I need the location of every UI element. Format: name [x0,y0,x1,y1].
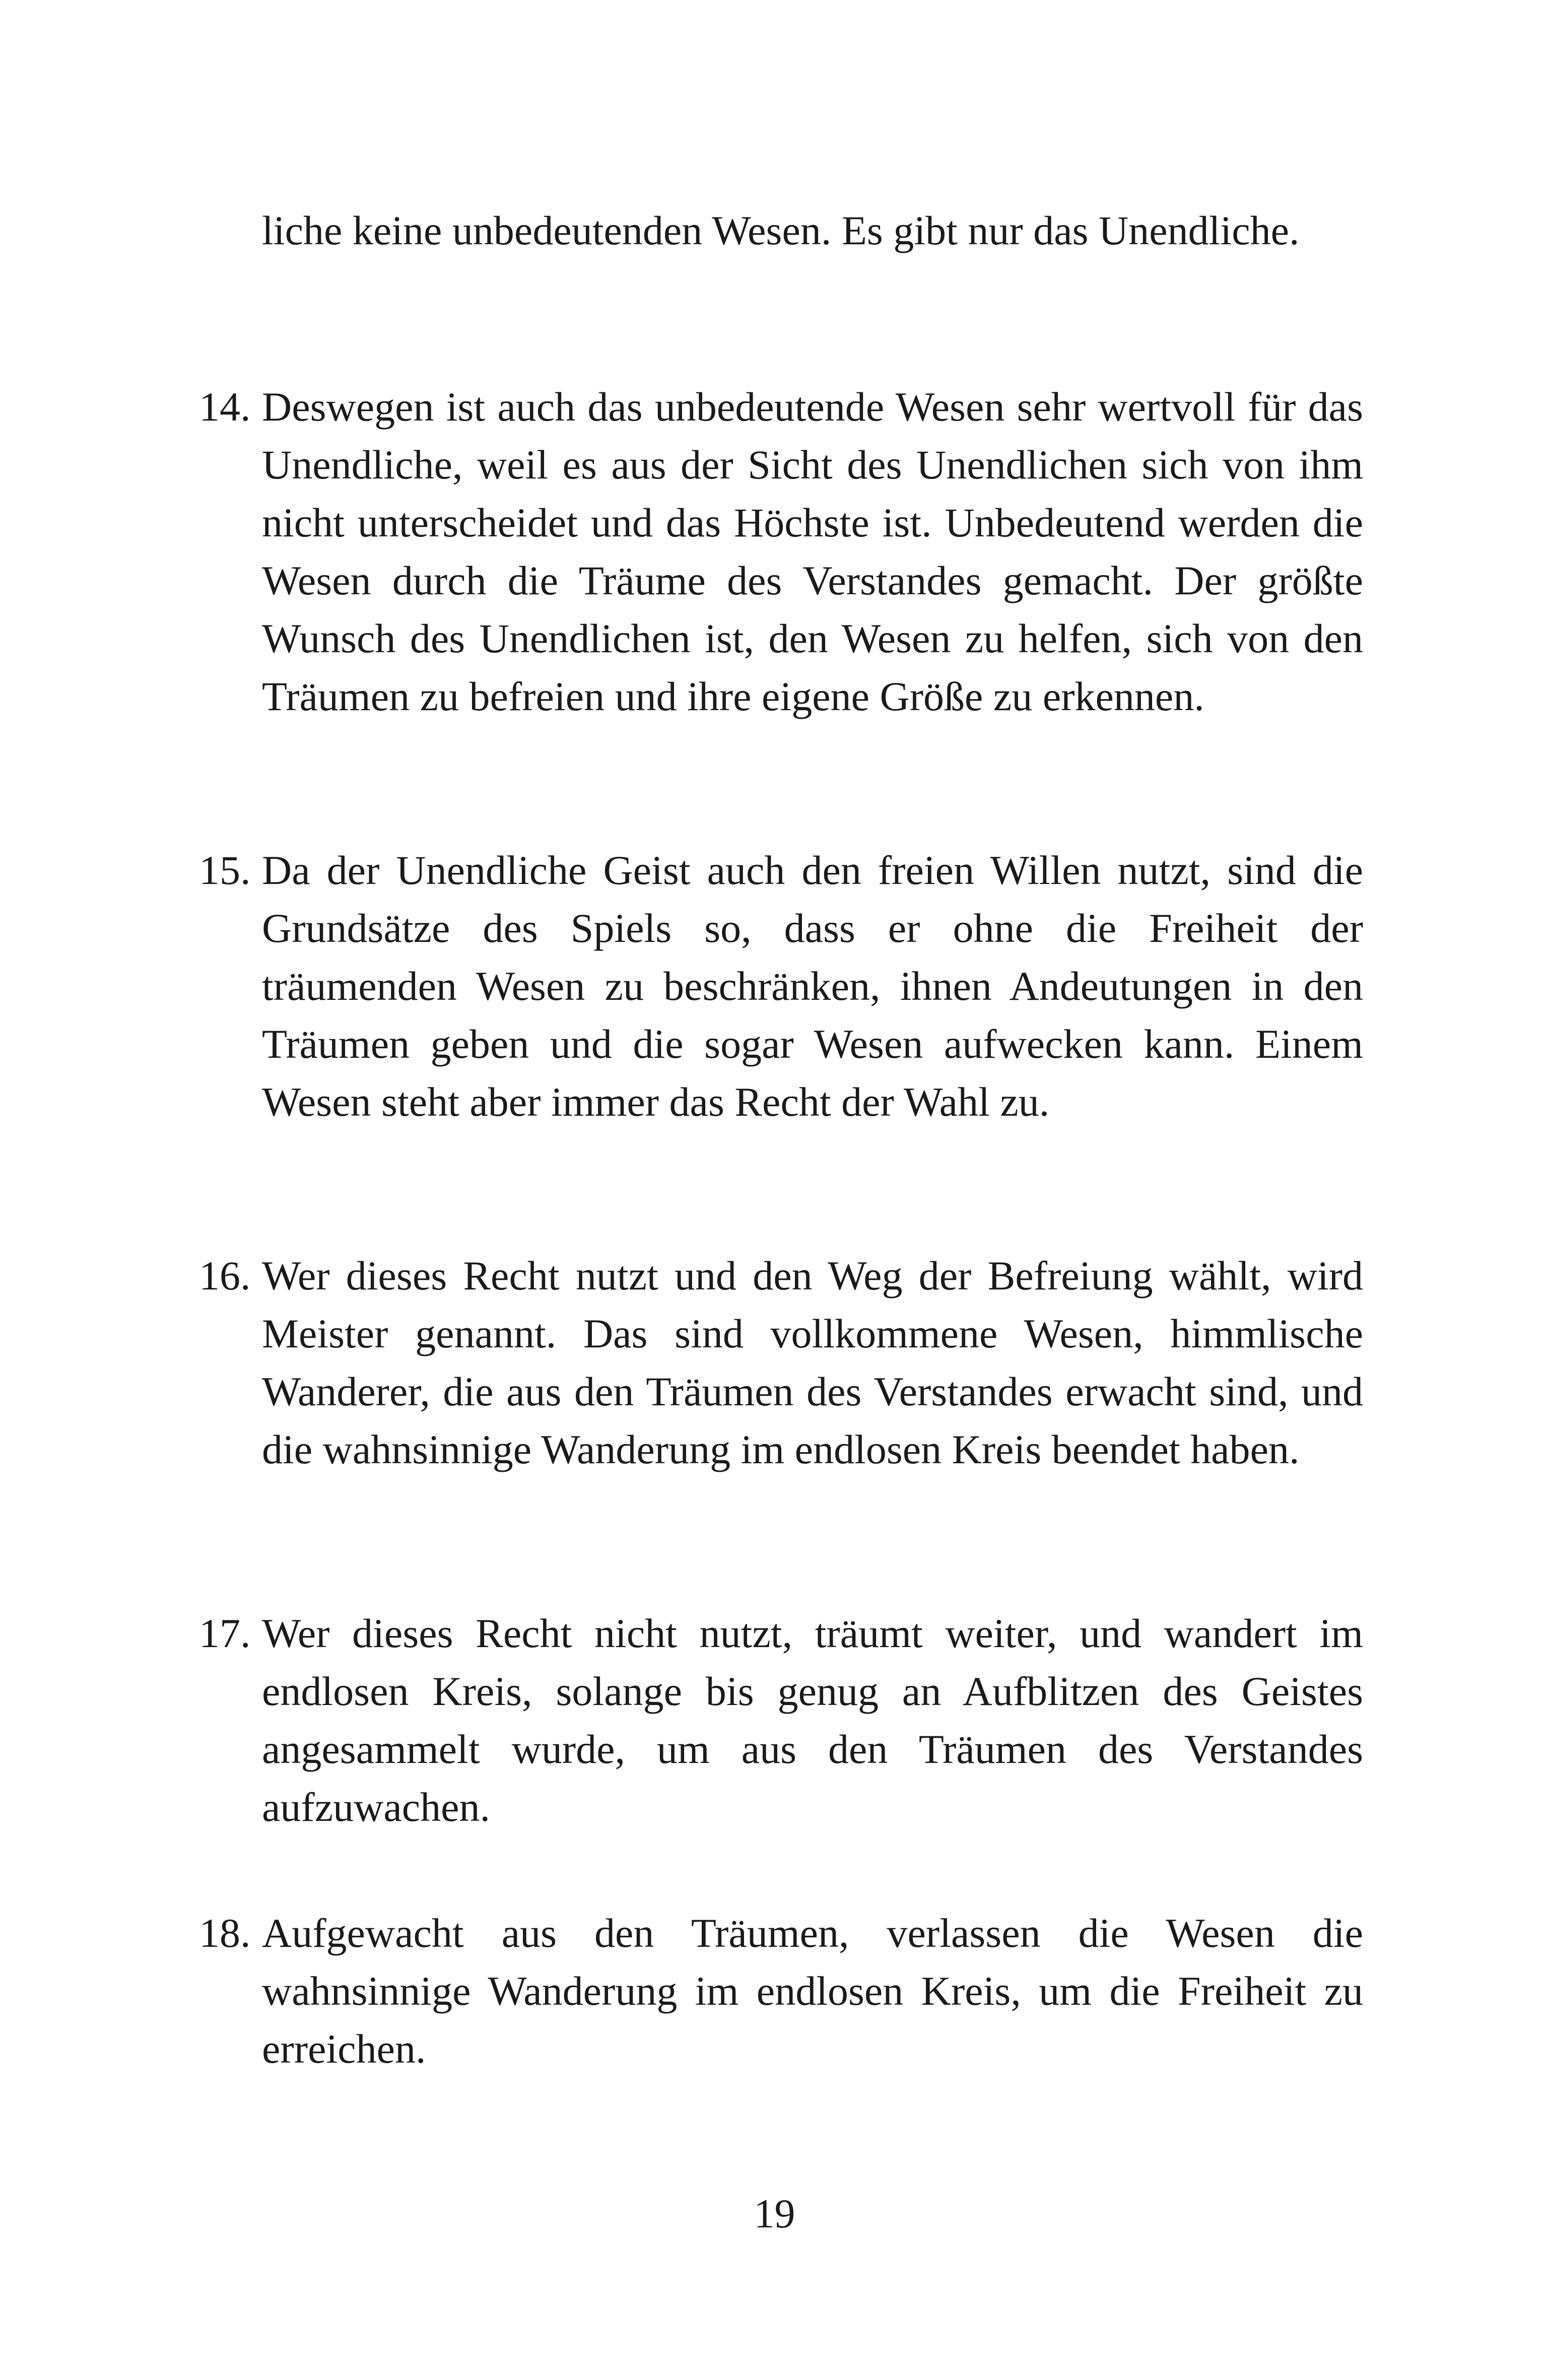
continuation-paragraph: liche keine unbedeutenden Wesen. Es gibt nur das Unendliche. [262,208,1300,253]
list-item-14 [199,378,1363,725]
item-text: Wer dieses Recht nicht nutzt, träumt weiter, und wandert im endlosen Kreis, solange bis genug an Aufblitzen des Geistes angesammelt wurde, um aus den Träumen des Verstandes aufzuwachen. [262,1610,1363,1830]
page-number: 19 [754,2191,795,2236]
item-text: Wer dieses Recht nutzt und den Weg der Befreiung wählt, wird Meister genannt. Das sind vollkommene Wesen, himmlische Wanderer, die aus den Träumen des Verstandes erwacht sind, und die wahnsinnige Wanderung im endlosen Kreis beendet haben. [262,1253,1363,1472]
item-number: 15. [199,847,251,893]
list-item-15 [199,841,1363,1131]
list-item-18 [199,1904,1363,2078]
item-text: Deswegen ist auch das unbedeutende Wesen sehr wertvoll für das Unendliche, weil es aus der Sicht des Unendlichen sich von ihm nicht unterscheidet und das Höchste ist. Unbedeutend werden die Wesen durch die Träume des Verstandes gemacht. Der größte Wunsch des Unendlichen ist, den Wesen zu helfen, sich von den Träumen zu befreien und ihre eigene Größe zu erkennen. [262,384,1363,719]
item-number: 17. [199,1610,251,1656]
item-text: Da der Unendliche Geist auch den freien Willen nutzt, sind die Grundsätze des Spiels so, dass er ohne die Freiheit der träumenden Wesen zu beschränken, ihnen Andeutungen in den Träumen geben und die sogar Wesen aufwecken kann. Einem Wesen steht aber immer das Recht der Wahl zu. [262,847,1363,1125]
item-number: 14. [199,384,251,430]
item-number: 16. [199,1253,251,1299]
list-item-16 [199,1247,1363,1478]
item-number: 18. [199,1910,251,1956]
item-text: Aufgewacht aus den Träumen, verlassen die Wesen die wahnsinnige Wanderung im endlosen Kreis, um die Freiheit zu erreichen. [262,1910,1363,2072]
list-item-17 [199,1604,1363,1836]
